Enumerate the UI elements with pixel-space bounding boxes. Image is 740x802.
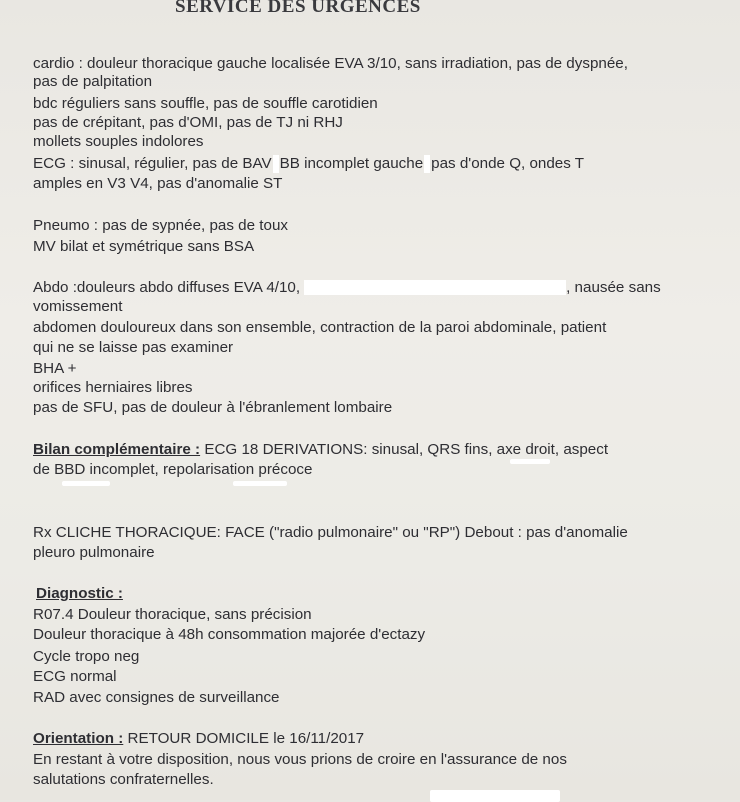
cardio-line-4: pas de crépitant, pas d'OMI, pas de TJ ni RHJ (33, 114, 343, 131)
ecg-part-b: BB incomplet gauche (279, 155, 424, 173)
closing-line-1: En restant à votre disposition, nous vous prions de croire en l'assurance de nos (33, 751, 567, 768)
redaction-mark (273, 155, 279, 173)
ecg-part-a: ECG : sinusal, régulier, pas de BAV (33, 155, 272, 173)
closing-line-2: salutations confraternelles. (33, 771, 214, 788)
ecg-part-c: pas d'onde Q, ondes T (431, 155, 585, 173)
diagnostic-item: Douleur thoracique à 48h consommation majorée d'ectazy (33, 626, 426, 643)
bilan-label: Bilan complémentaire : (33, 441, 201, 458)
pneumo-line-1: Pneumo : pas de sypnée, pas de toux (33, 217, 288, 234)
correction-mark (510, 459, 550, 464)
redaction-block (304, 280, 566, 295)
cardio-ecg-line (33, 155, 584, 173)
redaction-block (430, 790, 560, 802)
bilan-line-1 (33, 441, 608, 459)
diagnostic-item: ECG normal (33, 668, 117, 685)
rx-line-1: Rx CLICHE THORACIQUE: FACE ("radio pulmonaire" ou "RP") Debout : pas d'anomalie (33, 524, 628, 541)
abdo-line-1 (33, 279, 661, 297)
abdo-line-3: abdomen douloureux dans son ensemble, contraction de la paroi abdominale, patient (33, 319, 607, 336)
pneumo-line-2: MV bilat et symétrique sans BSA (33, 238, 255, 255)
abdo-line-4: qui ne se laisse pas examiner (33, 339, 234, 356)
cardio-line-3: bdc réguliers sans souffle, pas de souffle carotidien (33, 95, 378, 112)
correction-mark (233, 481, 287, 486)
diagnostic-item: R07.4 Douleur thoracique, sans précision (33, 606, 312, 623)
bilan-text: ECG 18 DERIVATIONS: sinusal, QRS fins, axe droit, aspect (200, 441, 609, 458)
correction-mark (62, 481, 110, 486)
orientation-value: RETOUR DOMICILE le 16/11/2017 (123, 730, 365, 747)
rx-line-2: pleuro pulmonaire (33, 544, 155, 561)
document-header: SERVICE DES URGENCES (175, 0, 421, 17)
redaction-mark (424, 155, 430, 173)
diagnostic-item: Cycle tropo neg (33, 648, 140, 665)
bilan-line-2: de BBD incomplet, repolarisation précoce (33, 461, 313, 478)
abdo-part-a: Abdo :douleurs abdo diffuses EVA 4/10, (33, 279, 301, 296)
orientation-line (33, 730, 364, 748)
cardio-line-5: mollets souples indolores (33, 133, 204, 150)
cardio-line-7: amples en V3 V4, pas d'anomalie ST (33, 175, 283, 192)
diagnostic-item: RAD avec consignes de surveillance (33, 689, 280, 706)
abdo-line-5: BHA + (33, 360, 77, 377)
diagnostic-label: Diagnostic : (36, 585, 123, 602)
abdo-part-b: , nausée sans (566, 279, 661, 296)
abdo-line-2: vomissement (33, 298, 123, 315)
cardio-line-1: cardio : douleur thoracique gauche localisée EVA 3/10, sans irradiation, pas de dyspnée, (33, 55, 628, 72)
cardio-line-2: pas de palpitation (33, 73, 153, 90)
orientation-label: Orientation : (33, 730, 124, 747)
abdo-line-6: orifices herniaires libres (33, 379, 193, 396)
abdo-line-7: pas de SFU, pas de douleur à l'ébranlement lombaire (33, 399, 393, 416)
